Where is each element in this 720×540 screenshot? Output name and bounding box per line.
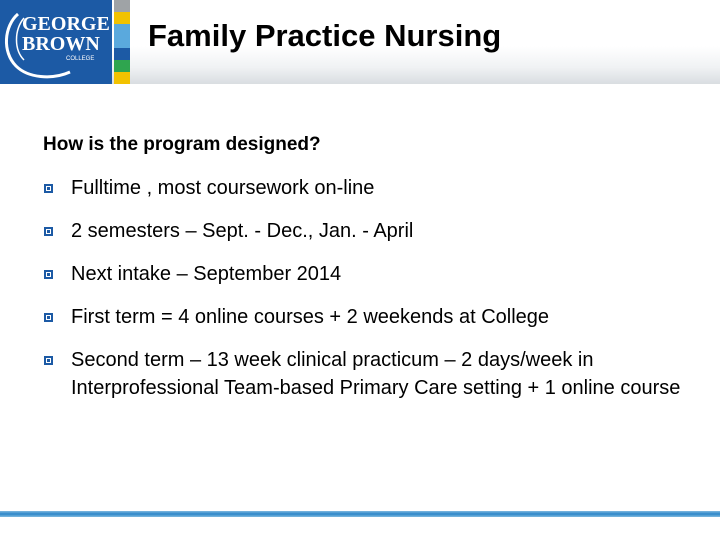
list-item (43, 346, 693, 402)
bullet-text: Fulltime , most coursework on-line (71, 177, 375, 199)
color-strip-segment (114, 24, 130, 36)
square-bullet-icon (44, 270, 53, 279)
bullet-text: First term = 4 online courses + 2 weekends at College (71, 306, 550, 328)
college-logo (0, 0, 112, 84)
logo-swoosh-icon (0, 0, 112, 84)
color-strip-segment (114, 12, 130, 24)
bullet-text: Next intake – September 2014 (71, 263, 342, 285)
logo-line3: COLLEGE (66, 56, 95, 62)
bullet-text: 2 semesters – Sept. - Dec., Jan. - April (71, 220, 414, 242)
list-item (43, 174, 693, 202)
logo-line2: BROWN (22, 33, 100, 55)
square-bullet-icon (44, 227, 53, 236)
color-strip-segment (114, 0, 130, 12)
list-item (43, 260, 693, 288)
color-strip-segment (114, 72, 130, 84)
section-subheading: How is the program designed? (43, 134, 321, 155)
bullet-text: Second term – 13 week clinical practicum – 2 days/week in Interprofessional Team-based Primary Care setting + 1 online course (71, 349, 681, 399)
slide-header (0, 0, 720, 84)
logo-line1: GEORGE (22, 13, 110, 35)
color-strip (114, 0, 130, 84)
square-bullet-icon (44, 184, 53, 193)
square-bullet-icon (44, 356, 53, 365)
color-strip-segment (114, 60, 130, 72)
slide-title: Family Practice Nursing (148, 18, 502, 53)
list-item (43, 217, 693, 245)
bullet-list (43, 174, 693, 417)
list-item (43, 303, 693, 331)
square-bullet-icon (44, 313, 53, 322)
color-strip-segment (114, 48, 130, 60)
color-strip-segment (114, 36, 130, 48)
footer-divider (0, 511, 720, 517)
